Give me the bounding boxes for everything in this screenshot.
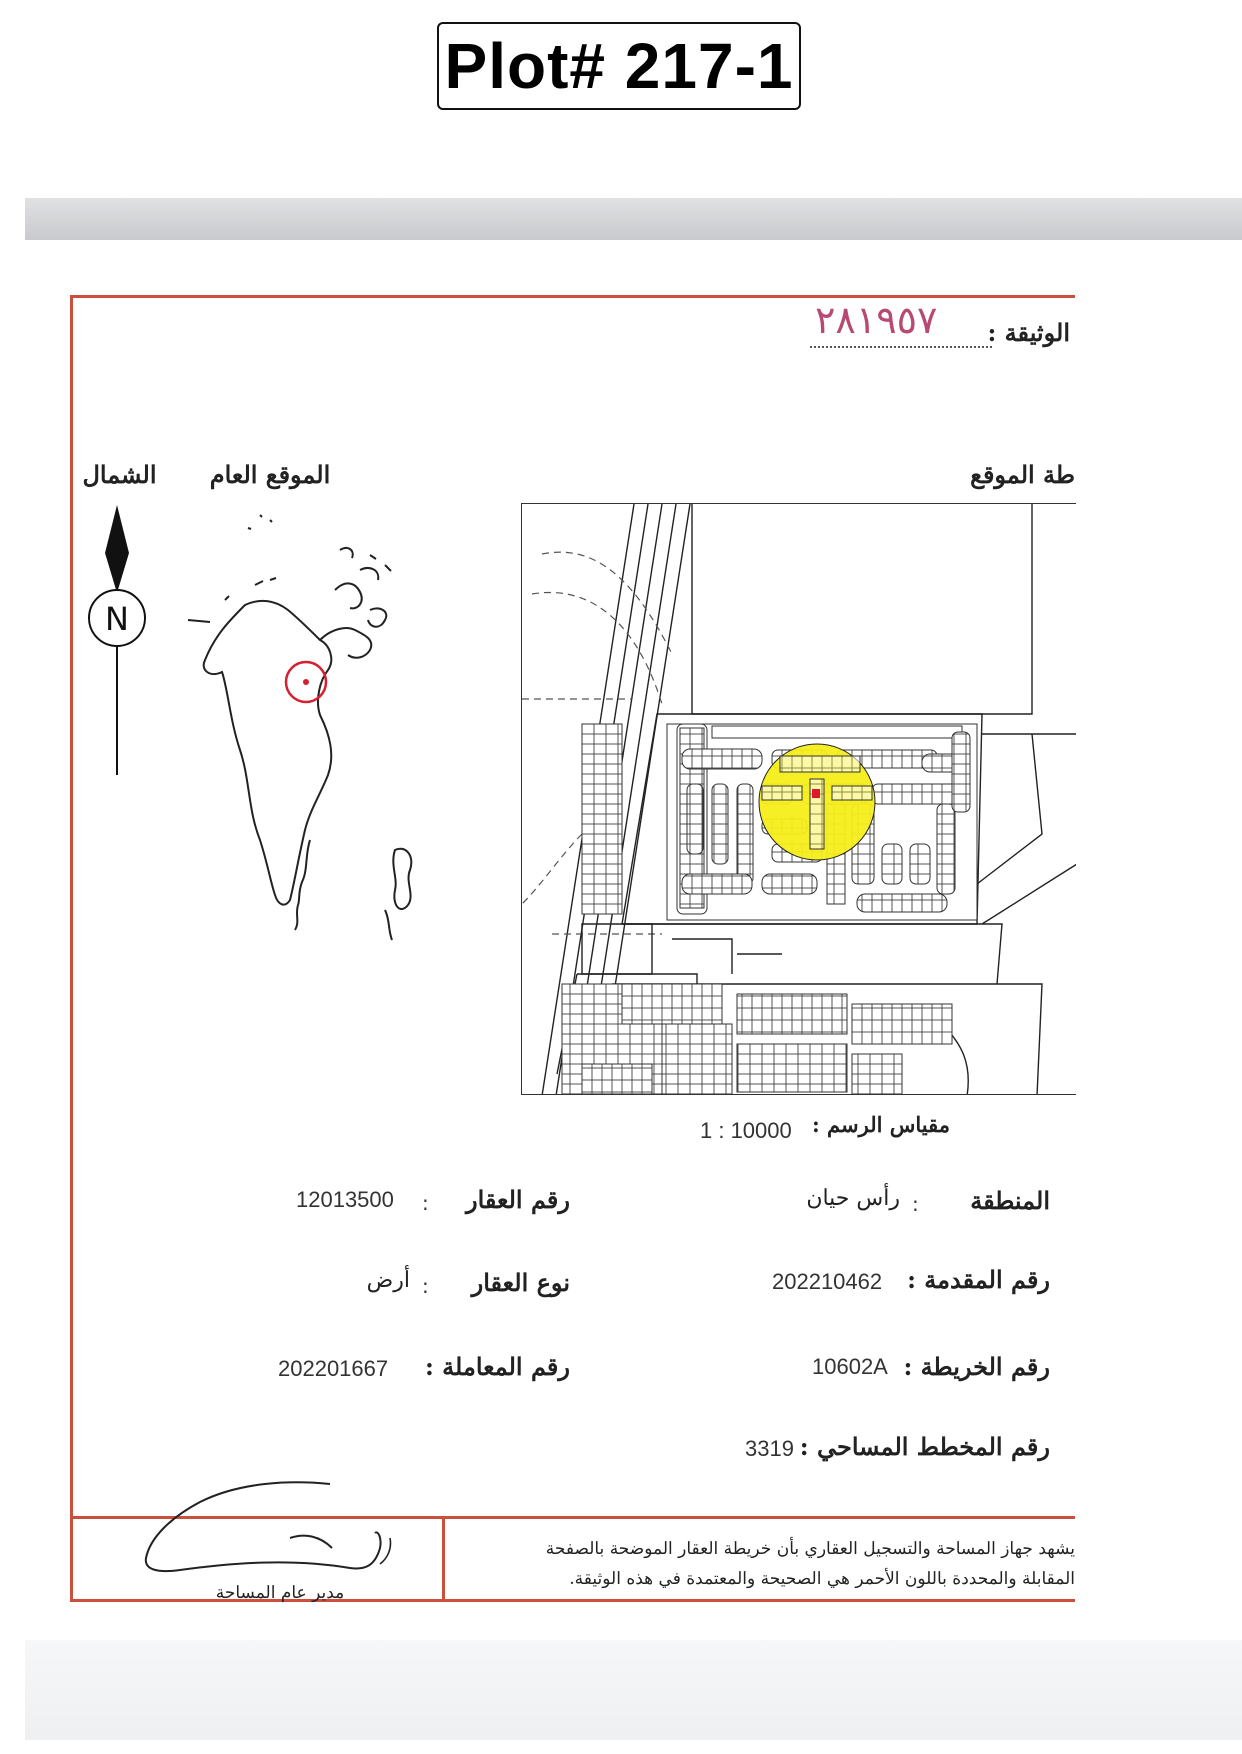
- certification-line-2: المقابلة والمحددة باللون الأحمر هي الصحيحة والمعتمدة في هذه الوثيقة.: [569, 1569, 1075, 1589]
- general-location-label: الموقع العام: [209, 460, 331, 489]
- north-label: الشمال: [82, 460, 157, 489]
- signatory-title: مدير عام المساحة: [215, 1583, 345, 1603]
- document-number-dots: [810, 346, 992, 348]
- region-value: رأس حيان: [806, 1186, 900, 1211]
- map-number-value: 10602A: [812, 1354, 888, 1379]
- document-label: الوثيقة :: [987, 318, 1070, 347]
- application-number-value: 202210462: [772, 1269, 883, 1294]
- property-number-value: 12013500: [296, 1187, 394, 1212]
- plot-title-box: [437, 22, 801, 110]
- survey-plan-number-value: 3319: [745, 1436, 794, 1461]
- frame-left: [70, 295, 73, 1601]
- survey-plan-number-label: رقم المخطط المساحي :: [799, 1432, 1050, 1461]
- north-symbol: N: [105, 600, 129, 638]
- general-location-map: [170, 510, 470, 1040]
- property-number-colon: :: [422, 1191, 429, 1215]
- scale-label: مقياس الرسم :: [811, 1112, 950, 1137]
- frame-divider: [442, 1516, 445, 1601]
- north-arrow-icon: [82, 505, 152, 775]
- signature: [140, 1478, 420, 1588]
- property-type-value: أرض: [366, 1268, 410, 1293]
- application-number-label: رقم المقدمة :: [907, 1265, 1050, 1294]
- transaction-number-label: رقم المعاملة :: [424, 1352, 570, 1381]
- region-colon: :: [912, 1192, 919, 1216]
- map-number-label: رقم الخريطة :: [903, 1352, 1050, 1381]
- transaction-number-value: 202201667: [278, 1356, 389, 1381]
- document-number-handwritten: ٢٨١٩٥٧: [815, 298, 938, 342]
- property-type-colon: :: [422, 1274, 429, 1298]
- plot-title: Plot# 217-1: [444, 30, 794, 102]
- property-number-label: رقم العقار: [466, 1185, 570, 1214]
- subject-plot-marker: [812, 789, 820, 798]
- region-label: المنطقة: [970, 1186, 1050, 1215]
- scan-bottom-band: [25, 1640, 1242, 1740]
- property-type-label: نوع العقار: [471, 1268, 570, 1297]
- scale-value: 1 : 10000: [700, 1118, 792, 1143]
- location-plan-label: طة الموقع: [970, 460, 1075, 489]
- certification-text: [460, 1534, 1075, 1594]
- scan-shadow-band: [25, 198, 1242, 240]
- location-site-map: [521, 503, 1076, 1095]
- certification-line-1: يشهد جهاز المساحة والتسجيل العقاري بأن خريطة العقار الموضحة بالصفحة: [545, 1539, 1075, 1559]
